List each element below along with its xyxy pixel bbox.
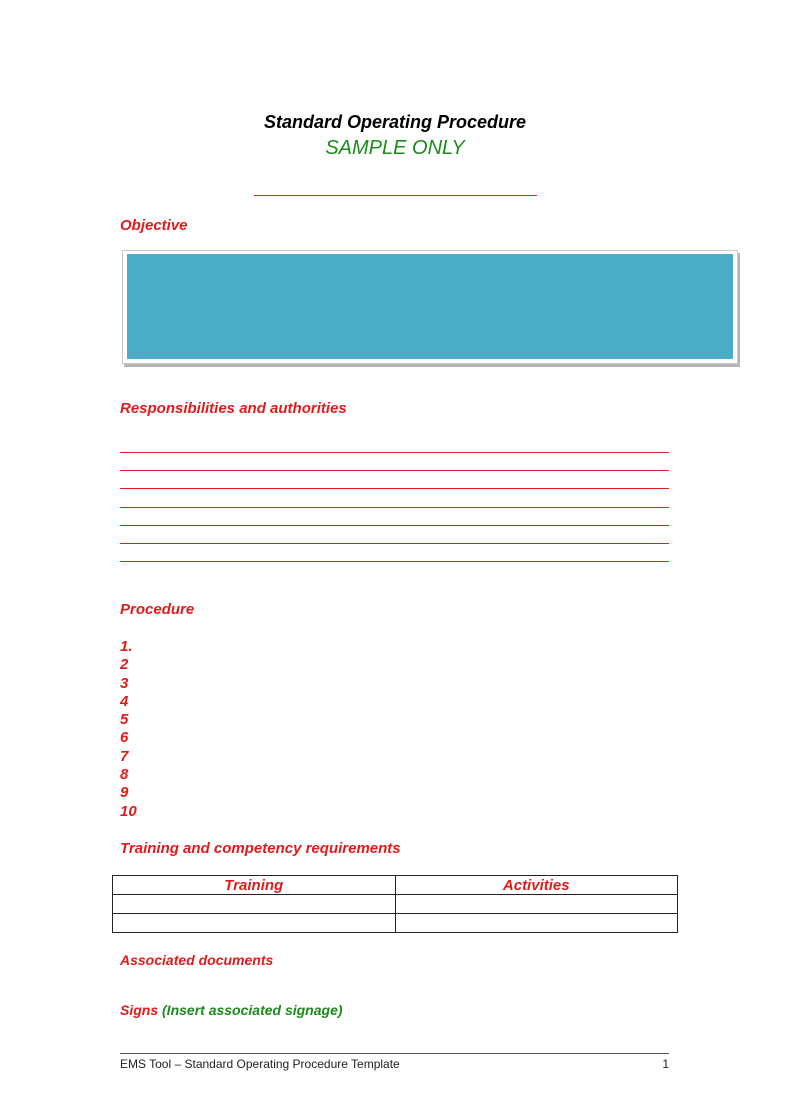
responsibility-blank-line xyxy=(120,507,669,508)
footer-document-title: EMS Tool – Standard Operating Procedure Template xyxy=(120,1057,400,1071)
column-header-training: Training xyxy=(113,876,396,895)
responsibility-blank-line xyxy=(120,543,669,544)
procedure-step: 1. xyxy=(120,638,133,655)
procedure-step: 4 xyxy=(120,692,129,710)
responsibility-blank-line xyxy=(120,488,669,489)
column-header-activities: Activities xyxy=(395,876,678,895)
procedure-steps-list xyxy=(120,638,137,821)
table-row xyxy=(113,914,678,933)
footer-rule xyxy=(120,1053,669,1054)
table-header-row xyxy=(113,876,678,895)
responsibility-blank-line xyxy=(120,470,669,471)
training-table xyxy=(112,875,678,933)
procedure-step: 9 xyxy=(120,784,129,802)
signs-note: (Insert associated signage) xyxy=(162,1002,343,1018)
page-title: Standard Operating Procedure xyxy=(263,112,527,132)
responsibility-blank-line xyxy=(120,452,669,453)
signs-heading xyxy=(120,1002,343,1018)
signs-label: Signs xyxy=(120,1002,159,1018)
responsibilities-heading: Responsibilities and authorities xyxy=(120,400,347,417)
objective-box-fill xyxy=(127,254,733,359)
table-row xyxy=(113,895,678,914)
objective-text-box[interactable] xyxy=(122,250,738,364)
title-underline xyxy=(254,195,537,196)
footer-page-number: 1 xyxy=(662,1057,669,1071)
responsibility-blank-line xyxy=(120,525,669,526)
table-cell[interactable] xyxy=(395,914,678,933)
procedure-step: 6 xyxy=(120,729,129,747)
procedure-step: 7 xyxy=(120,747,129,765)
responsibility-blank-line xyxy=(120,561,669,562)
associated-documents-heading: Associated documents xyxy=(120,952,274,968)
procedure-step: 3 xyxy=(120,674,129,692)
table-cell[interactable] xyxy=(113,914,396,933)
table-cell[interactable] xyxy=(395,895,678,914)
training-heading: Training and competency requirements xyxy=(120,840,401,857)
procedure-step: 10 xyxy=(120,802,137,820)
sample-only-subtitle: SAMPLE ONLY xyxy=(325,137,465,159)
procedure-step: 5 xyxy=(120,711,129,729)
table-cell[interactable] xyxy=(113,895,396,914)
procedure-step: 8 xyxy=(120,766,129,784)
objective-heading: Objective xyxy=(120,217,188,234)
procedure-step: 2 xyxy=(120,656,129,674)
procedure-heading: Procedure xyxy=(120,601,195,618)
